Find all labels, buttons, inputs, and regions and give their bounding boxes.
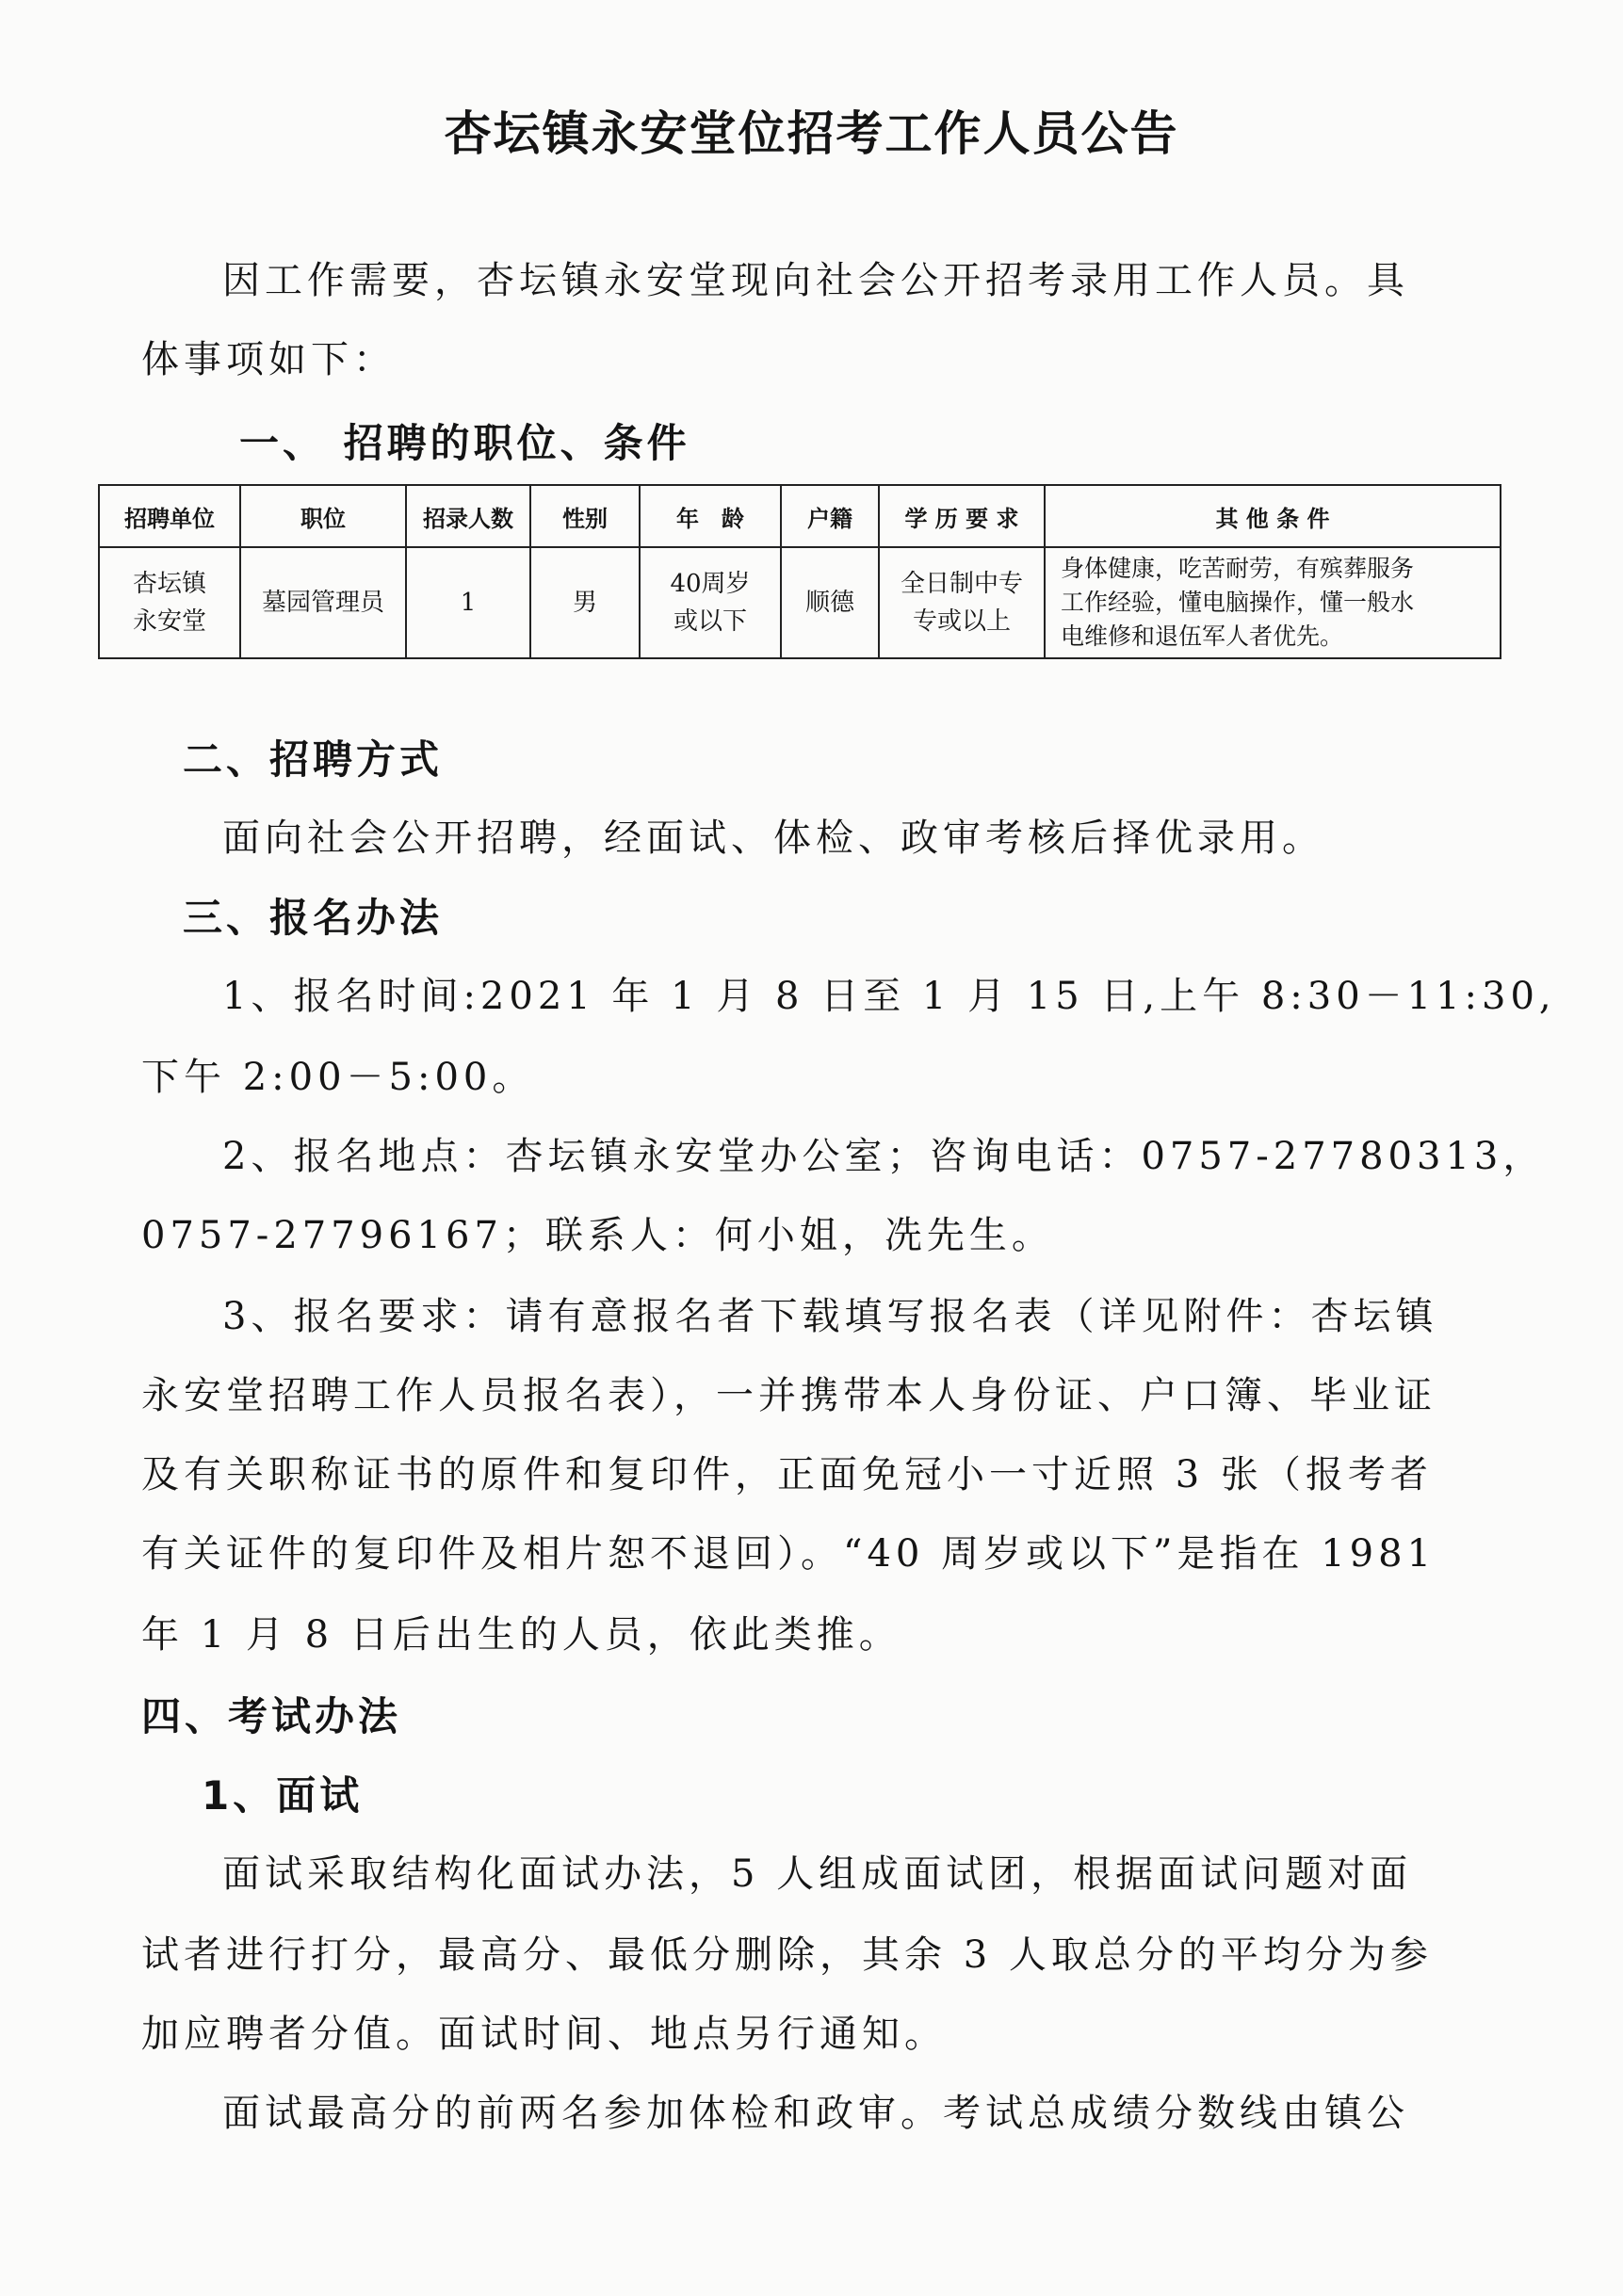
section-2-heading: 二、招聘方式 bbox=[183, 736, 444, 783]
cell-unit-line-1: 杏坛镇 bbox=[132, 570, 206, 598]
signup-req-line-3: 及有关职称证书的原件和复印件，正面免冠小一寸近照 3 张（报考者 bbox=[141, 1453, 1433, 1496]
interview-p1-line-1: 面试采取结构化面试办法，5 人组成面试团，根据面试问题对面 bbox=[222, 1852, 1413, 1896]
interview-p2-line-1: 面试最高分的前两名参加体检和政审。考试总成绩分数线由镇公 bbox=[222, 2092, 1409, 2135]
cell-huji: 顺德 bbox=[781, 547, 879, 658]
header-gender: 性别 bbox=[530, 485, 640, 547]
interview-p1-line-2: 试者进行打分，最高分、最低分删除，其余 3 人取总分的平均分为参 bbox=[141, 1933, 1433, 1977]
cell-unit-line-2: 永安堂 bbox=[132, 607, 206, 636]
cell-position: 墓园管理员 bbox=[240, 547, 406, 658]
cell-other-line-1: 身体健康，吃苦耐劳，有殡葬服务 bbox=[1061, 555, 1415, 582]
signup-time-line-2: 下午 2:00－5:00。 bbox=[141, 1056, 535, 1099]
cell-count: 1 bbox=[406, 547, 530, 658]
section-3-heading: 三、报名办法 bbox=[183, 895, 444, 941]
cell-age-line-2: 或以下 bbox=[673, 607, 747, 636]
header-position: 职位 bbox=[240, 485, 406, 547]
signup-req-line-4: 有关证件的复印件及相片恕不退回）。“40 周岁或以下”是指在 1981 bbox=[141, 1532, 1436, 1576]
section-1-heading: 一、 招聘的职位、条件 bbox=[239, 420, 690, 466]
table-row bbox=[99, 547, 1501, 658]
signup-req-line-5: 年 1 月 8 日后出生的人员，依此类推。 bbox=[141, 1613, 901, 1657]
cell-unit bbox=[99, 547, 240, 658]
signup-req-line-2: 永安堂招聘工作人员报名表），一并携带本人身份证、户口簿、毕业证 bbox=[141, 1374, 1436, 1417]
cell-education-line-1: 全日制中专 bbox=[900, 570, 1023, 598]
header-huji: 户籍 bbox=[781, 485, 879, 547]
signup-place-line-1: 2、报名地点：杏坛镇永安堂办公室；咨询电话：0757-27780313， bbox=[222, 1135, 1546, 1178]
page-title: 杏坛镇永安堂位招考工作人员公告 bbox=[444, 106, 1179, 161]
cell-age bbox=[640, 547, 781, 658]
signup-time-line-1: 1、报名时间:2021 年 1 月 8 日至 1 月 15 日,上午 8:30－11:30, bbox=[222, 975, 1556, 1018]
header-education: 学 历 要 求 bbox=[879, 485, 1045, 547]
cell-other-line-3: 电维修和退伍军人者优先。 bbox=[1061, 623, 1344, 650]
signup-place-line-2: 0757-27796167；联系人：何小姐，冼先生。 bbox=[141, 1214, 1054, 1257]
cell-gender: 男 bbox=[530, 547, 640, 658]
table-header-row bbox=[99, 485, 1501, 547]
header-other: 其 他 条 件 bbox=[1045, 485, 1501, 547]
intro-line-1: 因工作需要，杏坛镇永安堂现向社会公开招考录用工作人员。具 bbox=[222, 259, 1409, 302]
cell-education bbox=[879, 547, 1045, 658]
positions-table bbox=[98, 484, 1501, 659]
header-age: 年 龄 bbox=[640, 485, 781, 547]
interview-heading: 1、面试 bbox=[202, 1772, 364, 1819]
interview-p1-line-3: 加应聘者分值。面试时间、地点另行通知。 bbox=[141, 2013, 947, 2056]
cell-education-line-2: 专或以上 bbox=[912, 607, 1011, 636]
cell-age-line-1: 40周岁 bbox=[670, 570, 751, 598]
section-4-heading: 四、考试办法 bbox=[141, 1693, 402, 1739]
cell-other bbox=[1045, 547, 1501, 658]
header-count: 招录人数 bbox=[406, 485, 530, 547]
intro-line-2: 体事项如下： bbox=[141, 338, 396, 381]
signup-req-line-1: 3、报名要求：请有意报名者下载填写报名表（详见附件：杏坛镇 bbox=[222, 1295, 1438, 1338]
section-2-text: 面向社会公开招聘，经面试、体检、政审考核后择优录用。 bbox=[222, 817, 1324, 860]
cell-other-line-2: 工作经验，懂电脑操作，懂一般水 bbox=[1061, 589, 1415, 616]
header-unit: 招聘单位 bbox=[99, 485, 240, 547]
